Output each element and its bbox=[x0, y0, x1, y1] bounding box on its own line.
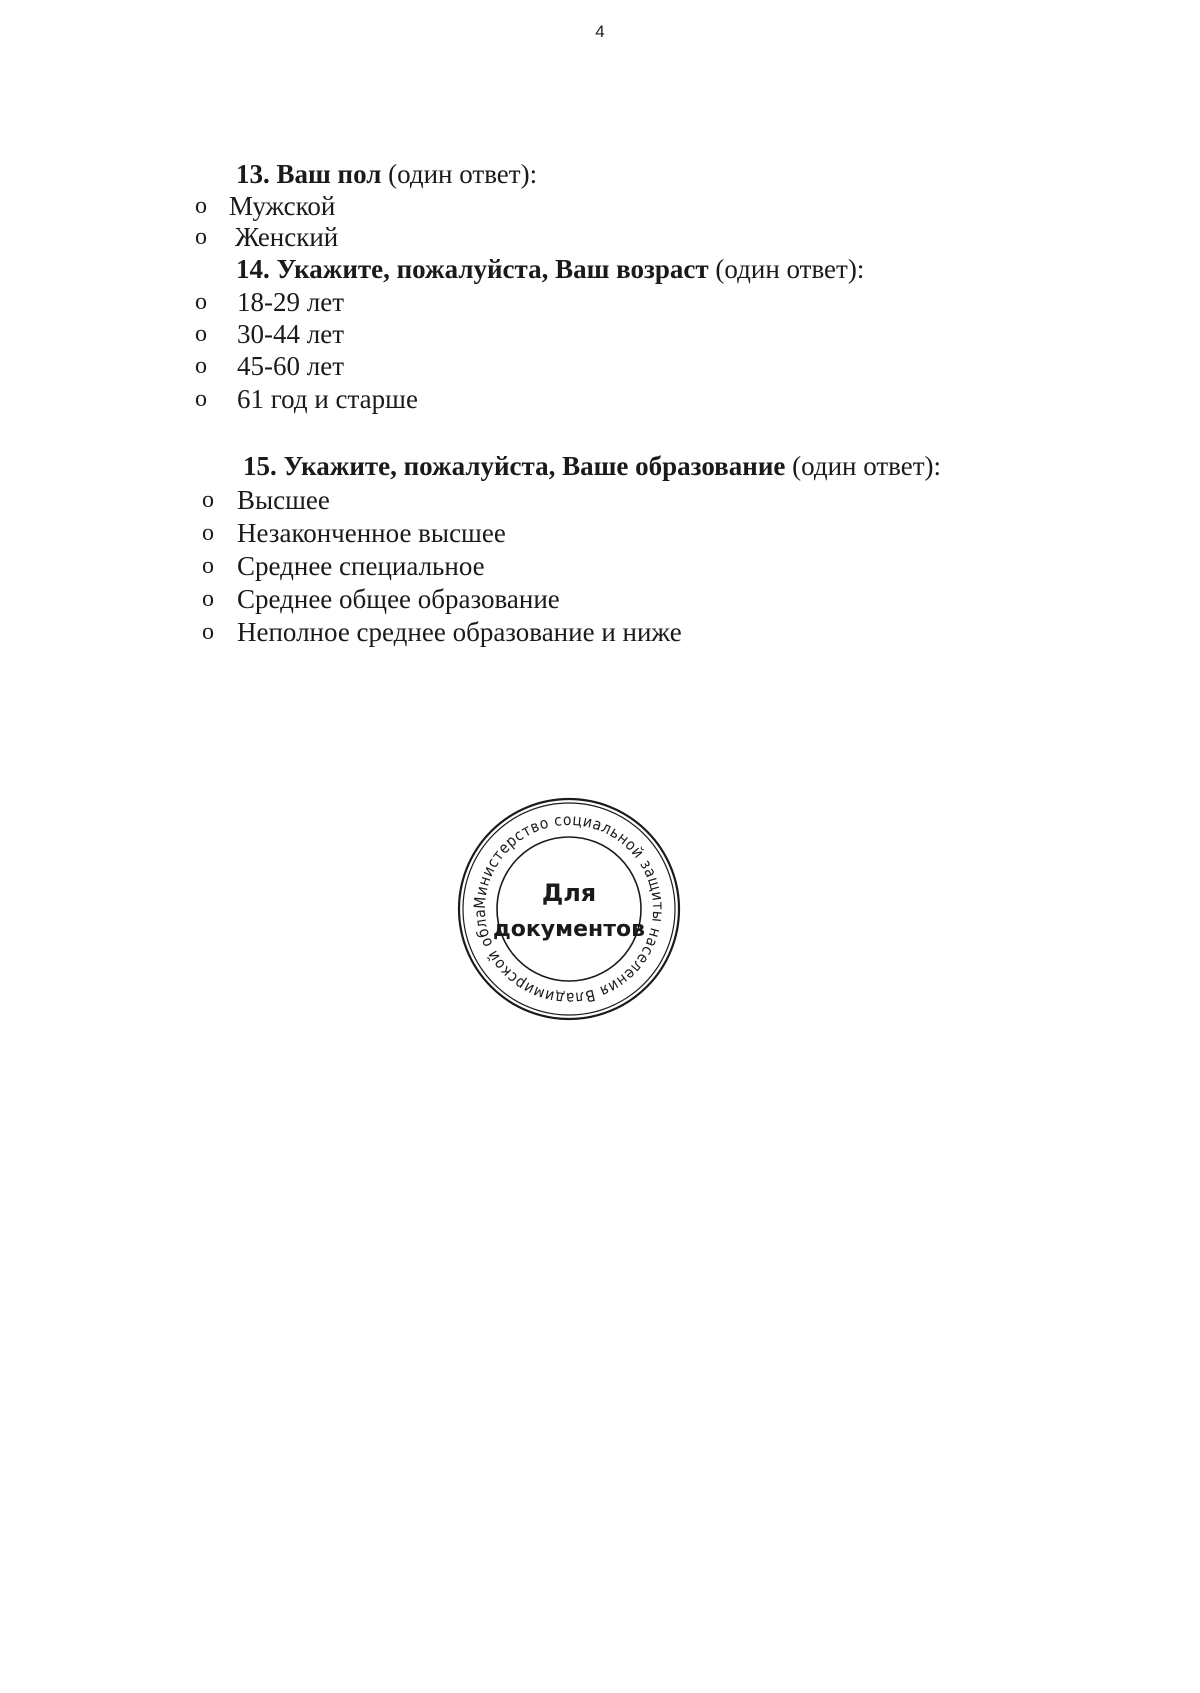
official-stamp bbox=[456, 796, 682, 1022]
radio-bullet-icon[interactable]: o bbox=[195, 224, 207, 250]
question-14-number: 14. bbox=[236, 254, 270, 284]
radio-bullet-icon[interactable]: o bbox=[195, 289, 207, 315]
option-label: 61 год и старше bbox=[237, 384, 418, 414]
question-13-heading bbox=[236, 158, 537, 190]
radio-bullet-icon[interactable]: o bbox=[195, 321, 207, 347]
radio-bullet-icon[interactable]: o bbox=[202, 487, 214, 513]
stamp-outer-ring-inner bbox=[463, 803, 675, 1015]
question-13-text: Ваш пол bbox=[276, 159, 382, 189]
radio-bullet-icon[interactable]: o bbox=[202, 553, 214, 579]
option-label: Мужской bbox=[229, 191, 336, 221]
radio-bullet-icon[interactable]: o bbox=[195, 386, 207, 412]
question-14-note: (один ответ): bbox=[708, 254, 865, 284]
radio-bullet-icon[interactable]: o bbox=[202, 520, 214, 546]
stamp-outer-ring bbox=[459, 799, 679, 1019]
stamp-center-line2: документов bbox=[492, 917, 646, 942]
question-15-number: 15. bbox=[243, 451, 277, 481]
option-label: Среднее общее образование bbox=[237, 584, 560, 614]
question-13-note: (один ответ): bbox=[381, 159, 538, 189]
option-label: Незаконченное высшее bbox=[237, 518, 506, 548]
option-label: Высшее bbox=[237, 485, 330, 515]
stamp-center-line1: Для bbox=[541, 879, 597, 907]
question-15-text: Укажите, пожалуйста, Ваше образование bbox=[283, 451, 786, 481]
page-number: 4 bbox=[595, 22, 605, 41]
option-label: Женский bbox=[235, 222, 339, 252]
question-15-note: (один ответ): bbox=[785, 451, 942, 481]
option-label: 18-29 лет bbox=[237, 287, 344, 317]
stamp-inner-ring bbox=[497, 837, 641, 981]
radio-bullet-icon[interactable]: o bbox=[202, 586, 214, 612]
option-label: 45-60 лет bbox=[237, 351, 344, 381]
question-13-number: 13. bbox=[236, 159, 270, 189]
question-14-heading bbox=[236, 253, 864, 285]
option-label: Неполное среднее образование и ниже bbox=[237, 617, 682, 647]
radio-bullet-icon[interactable]: o bbox=[202, 619, 214, 645]
question-15-heading bbox=[243, 450, 941, 482]
option-label: Среднее специальное bbox=[237, 551, 485, 581]
option-label: 30-44 лет bbox=[237, 319, 344, 349]
stamp-ring-text: Министерство социальной защиты населения Владимирской обла bbox=[470, 810, 668, 1008]
question-14-text: Укажите, пожалуйста, Ваш возраст bbox=[276, 254, 709, 284]
radio-bullet-icon[interactable]: o bbox=[195, 353, 207, 379]
radio-bullet-icon[interactable]: o bbox=[195, 193, 207, 219]
